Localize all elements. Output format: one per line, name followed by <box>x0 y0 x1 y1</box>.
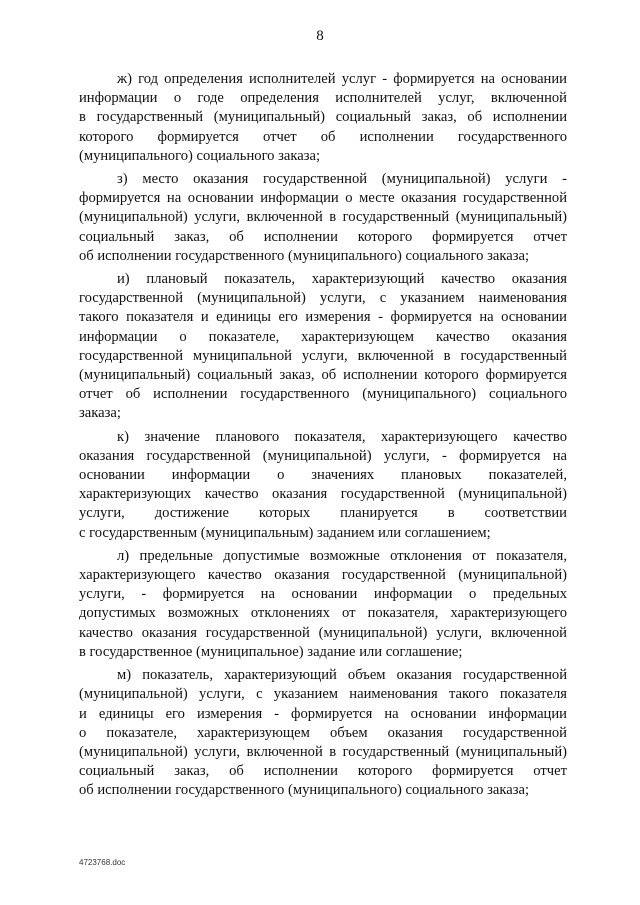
text-line: услуги, достижение которых планируется в соответствии <box>79 505 567 522</box>
text-line: социальный заказ, об исполнении которого формируется отчет <box>79 228 567 245</box>
text-line: характеризующих качество оказания государственной (муниципальной) <box>79 486 567 503</box>
paragraph <box>79 666 567 800</box>
text-line: информации о показателе, характеризующем качество оказания <box>79 328 567 345</box>
text-line: и единицы его измерения - формируется на основании информации <box>79 705 567 722</box>
text-line: отчет об исполнении государственного (муниципального) социального <box>79 386 567 403</box>
document-body <box>79 70 567 805</box>
text-line: характеризующего качество оказания государственной (муниципальной) <box>79 567 567 584</box>
text-line: оказания государственной (муниципальной) услуги, - формируется на <box>79 447 567 464</box>
text-line: социальный заказ, об исполнении которого формируется отчет <box>79 763 567 780</box>
text-line: з) место оказания государственной (муниципальной) услуги - <box>117 171 567 188</box>
text-line: л) предельные допустимые возможные отклонения от показателя, <box>117 547 567 564</box>
text-line: (муниципальный) социальный заказ, об исполнении которого формируется <box>79 367 567 384</box>
text-line: м) показатель, характеризующий объем оказания государственной <box>117 667 567 684</box>
text-line: информации о годе определения исполнителей услуг, включенной <box>79 90 567 107</box>
text-line: и) плановый показатель, характеризующий качество оказания <box>117 271 567 288</box>
page-number: 8 <box>316 28 324 44</box>
text-line: государственной (муниципальной) услуги, с указанием наименования <box>79 290 567 307</box>
paragraph <box>79 70 567 166</box>
text-line: (муниципальной) услуги, включенной в государственный (муниципальный) <box>79 209 567 226</box>
paragraph <box>79 428 567 543</box>
footer-filename: 4723768.doc <box>79 858 126 867</box>
text-line: основании информации о значениях плановых показателей, <box>79 467 567 484</box>
text-line: формируется на основании информации о месте оказания государственной <box>79 190 567 207</box>
text-line: (муниципальной) услуги, с указанием наименования такого показателя <box>79 686 567 703</box>
text-line: государственной муниципальной услуги, включенной в государственный <box>79 347 567 364</box>
text-line: услуги, - формируется на основании информации о предельных <box>79 586 567 603</box>
paragraph <box>79 170 567 266</box>
text-line: заказа; <box>79 405 121 422</box>
text-line: об исполнении государственного (муниципального) социального заказа; <box>79 247 530 264</box>
text-line: (муниципального) социального заказа; <box>79 147 321 164</box>
text-line: качество оказания государственной (муниципальной) услуги, включенной <box>79 624 567 641</box>
text-line: которого формируется отчет об исполнении государственного <box>79 128 567 145</box>
paragraph <box>79 547 567 662</box>
text-line: ж) год определения исполнителей услуг - формируется на основании <box>117 71 567 87</box>
text-line: об исполнении государственного (муниципального) социального заказа; <box>79 782 530 799</box>
text-line: (муниципальной) услуги, включенной в государственный (муниципальный) <box>79 743 567 760</box>
text-line: такого показателя и единицы его измерения - формируется на основании <box>79 309 567 326</box>
text-line: допустимых возможных отклонениях от показателя, характеризующего <box>79 605 567 622</box>
text-line: в государственный (муниципальный) социальный заказ, об исполнении <box>79 109 567 126</box>
text-line: о показателе, характеризующем объем оказания государственной <box>79 724 567 741</box>
text-line: к) значение планового показателя, характеризующего качество <box>117 428 567 445</box>
text-line: в государственное (муниципальное) задание или соглашение; <box>79 643 463 660</box>
paragraph <box>79 270 567 424</box>
text-line: с государственным (муниципальным) заданием или соглашением; <box>79 524 491 541</box>
